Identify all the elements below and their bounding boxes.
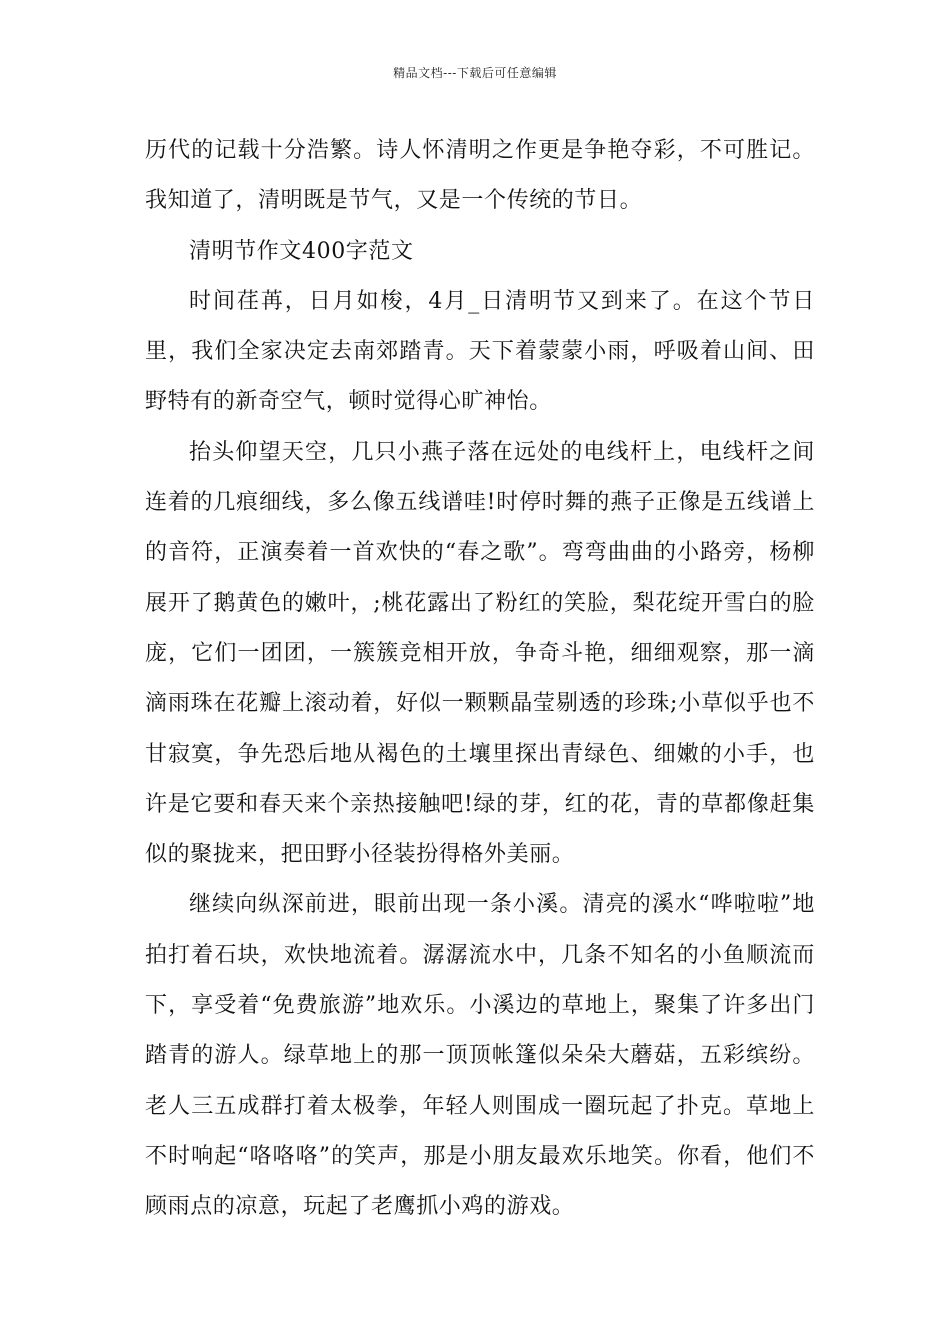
page-header: 精品文档---下载后可任意编辑 bbox=[393, 66, 557, 80]
paragraph-1: 历代的记载十分浩繁。诗人怀清明之作更是争艳夺彩，不可胜记。我知道了，清明既是节气，又是一个传统的节日。 bbox=[145, 138, 815, 214]
document-body bbox=[145, 126, 815, 1233]
paragraph-4: 继续向纵深前进，眼前出现一条小溪。清亮的溪水“哗啦啦”地拍打着石块，欢快地流着。潺潺流水中，几条不知名的小鱼顺流而下，享受着“免费旅游”地欢乐。小溪边的草地上，聚集了许多出门踏青的游人。绿草地上的那一顶顶帐篷似朵朵大蘑菇，五彩缤纷。老人三五成群打着太极拳，年轻人则围成一圈玩起了扑克。草地上不时响起“咯咯咯”的笑声，那是小朋友最欢乐地笑。你看，他们不顾雨点的凉意，玩起了老鹰抓小鸡的游戏。 bbox=[145, 892, 815, 1220]
essay-title: 清明节作文400字范文 bbox=[189, 238, 414, 264]
paragraph-3: 抬头仰望天空，几只小燕子落在远处的电线杆上，电线杆之间连着的几痕细线，多么像五线谱哇!时停时舞的燕子正像是五线谱上的音符，正演奏着一首欢快的“春之歌”。弯弯曲曲的小路旁，杨柳展开了鹅黄色的嫩叶，;桃花露出了粉红的笑脸，梨花绽开雪白的脸庞，它们一团团，一簇簇竞相开放，争奇斗艳，细细观察，那一滴滴雨珠在花瓣上滚动着，好似一颗颗晶莹剔透的珍珠;小草似乎也不甘寂寞，争先恐后地从褐色的土壤里探出青绿色、细嫩的小手，也许是它要和春天来个亲热接触吧!绿的芽，红的花，青的草都像赶集似的聚拢来，把田野小径装扮得格外美丽。 bbox=[145, 439, 815, 868]
paragraph-2: 时间荏苒，日月如梭，4月_日清明节又到来了。在这个节日里，我们全家决定去南郊踏青。天下着蒙蒙小雨，呼吸着山间、田野特有的新奇空气，顿时觉得心旷神怡。 bbox=[145, 288, 815, 415]
